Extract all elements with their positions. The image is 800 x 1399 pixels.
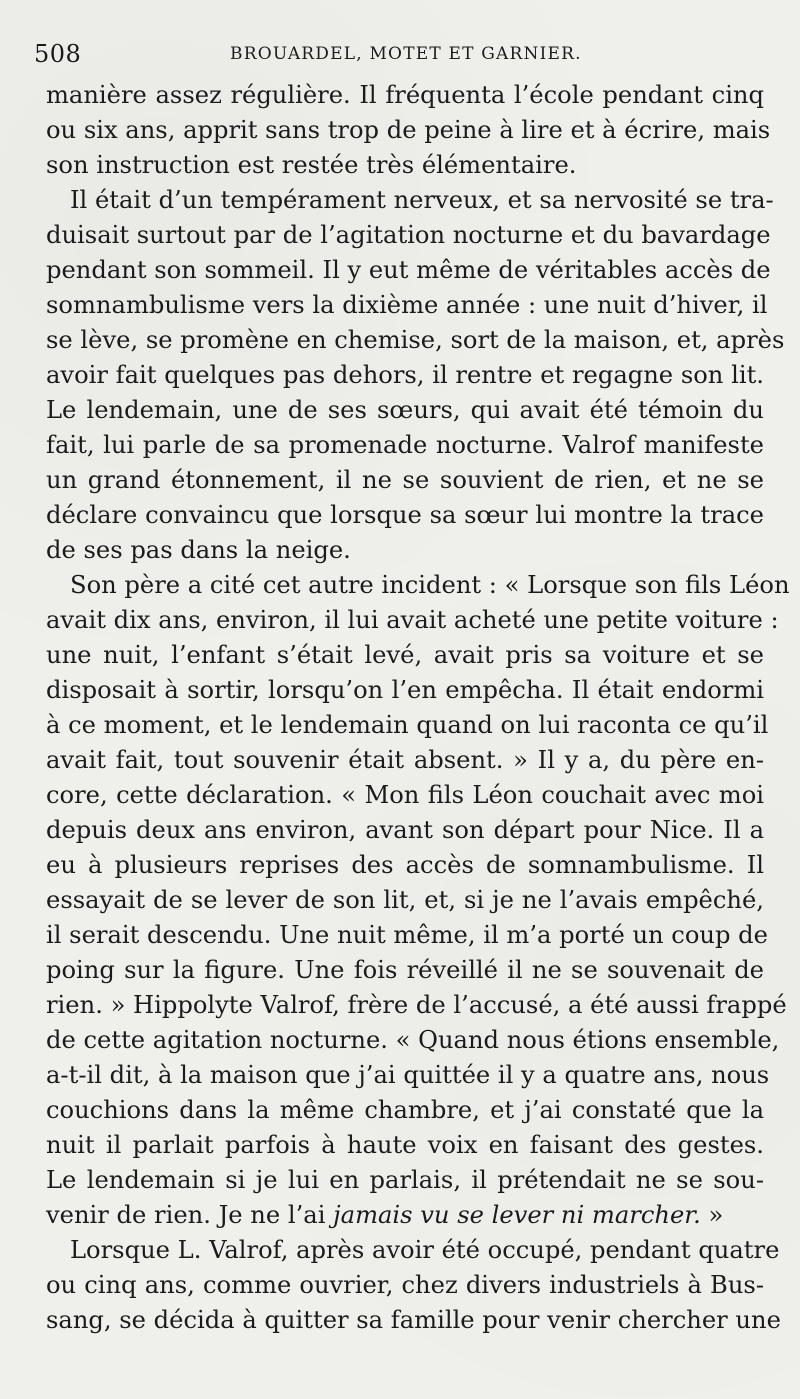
body-text [46,78,790,1338]
text-line: il serait descendu. Une nuit même, il m’a porté un coup de [46,921,768,949]
text-line: son instruction est restée très élémentaire. [46,151,577,179]
italic-phrase: jamais vu se lever ni marcher. [333,1201,701,1229]
text-line: déclare convaincu que lorsque sa sœur lui montre la trace [46,501,764,529]
text-line: Le lendemain, une de ses sœurs, qui avait été témoin du [46,396,764,424]
text-line: rien. » Hippolyte Valrof, frère de l’accusé, a été aussi frappé [46,991,787,1019]
text-fragment: venir de rien. Je ne l’ai [46,1201,334,1229]
text-line: une nuit, l’enfant s’était levé, avait pris sa voiture et se [46,641,764,669]
text-line: pendant son sommeil. Il y eut même de véritables accès de [46,256,771,284]
text-line: essayait de se lever de son lit, et, si je ne l’avais empêché, [46,886,764,914]
text-line: de cette agitation nocturne. « Quand nous étions ensemble, [46,1026,780,1054]
text-line: a-t-il dit, à la maison que j’ai quittée il y a quatre ans, nous [46,1061,770,1089]
text-line: avait fait, tout souvenir était absent. » Il y a, du père en- [46,746,764,774]
text-line: somnambulisme vers la dixième année : une nuit d’hiver, il [46,291,768,319]
text-line: core, cette déclaration. « Mon fils Léon couchait avec moi [46,781,764,809]
text-line: depuis deux ans environ, avant son départ pour Nice. Il a [46,816,764,844]
closing-quote: » [700,1201,724,1229]
text-line: duisait surtout par de l’agitation nocturne et du bavardage [46,221,771,249]
text-line: avait dix ans, environ, il lui avait acheté une petite voiture : [46,606,779,634]
text-line: ou six ans, apprit sans trop de peine à lire et à écrire, mais [46,116,771,144]
text-line: eu à plusieurs reprises des accès de somnambulisme. Il [46,851,764,879]
text-line: ou cinq ans, comme ouvrier, chez divers industriels à Bus- [46,1271,764,1299]
text-line [46,1198,764,1233]
text-line: avoir fait quelques pas dehors, il rentre et regagne son lit. [46,361,764,389]
text-line: fait, lui parle de sa promenade nocturne. Valrof manifeste [46,431,764,459]
text-line: se lève, se promène en chemise, sort de la maison, et, après [46,326,785,354]
text-line: disposait à sortir, lorsqu’on l’en empêcha. Il était endormi [46,676,764,704]
text-line: Son père a cité cet autre incident : « Lorsque son fils Léon [70,571,790,599]
text-line: de ses pas dans la neige. [46,536,351,564]
text-line: poing sur la figure. Une fois réveillé il ne se souvenait de [46,956,764,984]
text-line: Lorsque L. Valrof, après avoir été occupé, pendant quatre [70,1236,780,1264]
running-head: BROUARDEL, MOTET ET GARNIER. [230,44,582,64]
text-line: Le lendemain si je lui en parlais, il prétendait ne se sou- [46,1166,764,1194]
text-line: Il était d’un tempérament nerveux, et sa nervosité se tra- [70,186,774,214]
text-line: nuit il parlait parfois à haute voix en faisant des gestes. [46,1131,764,1159]
page-header [34,36,764,80]
text-line: un grand étonnement, il ne se souvient de rien, et ne se [46,466,764,494]
text-line: sang, se décida à quitter sa famille pour venir chercher une [46,1306,781,1334]
text-line: manière assez régulière. Il fréquenta l’école pendant cinq [46,81,764,109]
page-number: 508 [34,40,82,68]
text-line: à ce moment, et le lendemain quand on lui raconta ce qu’il [46,711,769,739]
text-line: couchions dans la même chambre, et j’ai constaté que la [46,1096,764,1124]
